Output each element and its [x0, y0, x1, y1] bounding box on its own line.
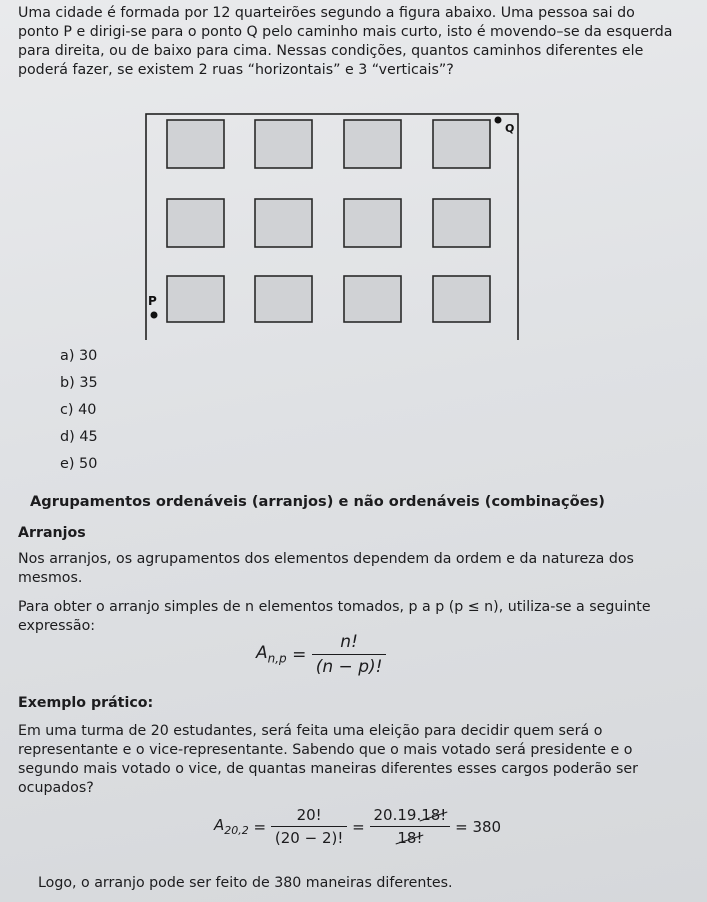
arranjos-p1-line-1: Nos arranjos, os agrupamentos dos elementos dependem da ordem e da natureza dos — [18, 551, 634, 567]
block — [344, 199, 401, 247]
example-line-2: representante e o vice-representante. Sabendo que o mais votado será presidente e o — [18, 742, 633, 758]
option-e[interactable]: e) 50 — [60, 456, 98, 472]
block — [255, 199, 312, 247]
point-p-dot — [151, 312, 158, 319]
block — [433, 199, 490, 247]
formula-denominator: (n − p)! — [315, 657, 383, 677]
cancelled-factorial-denominator: 18! — [397, 829, 423, 847]
point-q-dot — [495, 117, 502, 124]
arranjos-p1-line-2: mesmos. — [18, 570, 83, 586]
example-result: = 380 — [455, 817, 502, 836]
arranjos-p2-line-1: Para obter o arranjo simples de n elementos tomados, p a p (p ≤ n), utiliza-se a seguinte — [18, 599, 651, 615]
formula-numerator: n! — [312, 632, 387, 655]
city-block-figure — [0, 0, 707, 340]
formula-subscript: n,p — [267, 651, 287, 666]
block-grid — [167, 120, 490, 322]
example-paragraph — [18, 722, 686, 798]
example-formula-lhs: A — [214, 816, 225, 834]
block — [167, 120, 224, 168]
question-line-2: ponto P e dirigi-se para o ponto Q pelo caminho mais curto, isto é movendo–se da esquerda — [18, 24, 673, 40]
example-line-4: ocupados? — [18, 780, 94, 796]
formula-fraction — [312, 632, 387, 677]
block — [167, 199, 224, 247]
block — [433, 120, 490, 168]
option-a[interactable]: a) 30 — [60, 348, 98, 364]
question-line-3: para direita, ou de baixo para cima. Nessas condições, quantos caminhos diferentes ele — [18, 43, 644, 59]
option-c[interactable]: c) 40 — [60, 402, 97, 418]
arrangement-formula: $A_{n,p}$ = $\frac{n!}{(n - p)!}$ — [256, 632, 386, 677]
arranjos-paragraph-2 — [18, 598, 686, 636]
block — [344, 120, 401, 168]
block — [255, 120, 312, 168]
option-b[interactable]: b) 35 — [60, 375, 98, 391]
block — [344, 276, 401, 322]
formula-lhs: A — [256, 643, 268, 664]
section-title: Agrupamentos ordenáveis (arranjos) e não ordenáveis (combinações) — [30, 493, 605, 510]
cancelled-factorial: 18! — [421, 806, 447, 824]
point-p-label: P — [148, 294, 157, 308]
block — [255, 276, 312, 322]
example-denominator-1: (20 − 2)! — [274, 829, 344, 847]
point-q-label: Q — [505, 122, 515, 135]
block — [433, 276, 490, 322]
arranjos-p2-line-2: expressão: — [18, 618, 96, 634]
question-line-1: Uma cidade é formada por 12 quarteirões segundo a figura abaixo. Uma pessoa sai do — [18, 5, 635, 21]
example-fraction-1 — [271, 806, 347, 847]
example-formula: $A_{20,2}$ = $\frac{20!}{(20 - 2)!}$ = $\frac{20.19.18!}{18!}$ = 380 — [214, 806, 502, 847]
example-denominator-2 — [370, 827, 451, 847]
example-title: Exemplo prático: — [18, 695, 154, 711]
example-line-1: Em uma turma de 20 estudantes, será feita uma eleição para decidir quem será o — [18, 723, 603, 739]
option-d[interactable]: d) 45 — [60, 429, 98, 445]
section-subtitle: Arranjos — [18, 525, 86, 541]
block — [167, 276, 224, 322]
conclusion-text: Logo, o arranjo pode ser feito de 380 maneiras diferentes. — [38, 875, 453, 891]
question-line-4: poderá fazer, se existem 2 ruas “horizontais” e 3 “verticais”? — [18, 62, 454, 78]
example-numerator-1: 20! — [271, 806, 347, 827]
example-fraction-2 — [370, 806, 451, 847]
arranjos-paragraph-1 — [18, 550, 686, 588]
example-numerator-2: 20.19.18! — [370, 806, 451, 827]
example-line-3: segundo mais votado o vice, de quantas maneiras diferentes esses cargos poderão ser — [18, 761, 638, 777]
example-formula-subscript: 20,2 — [224, 824, 249, 837]
